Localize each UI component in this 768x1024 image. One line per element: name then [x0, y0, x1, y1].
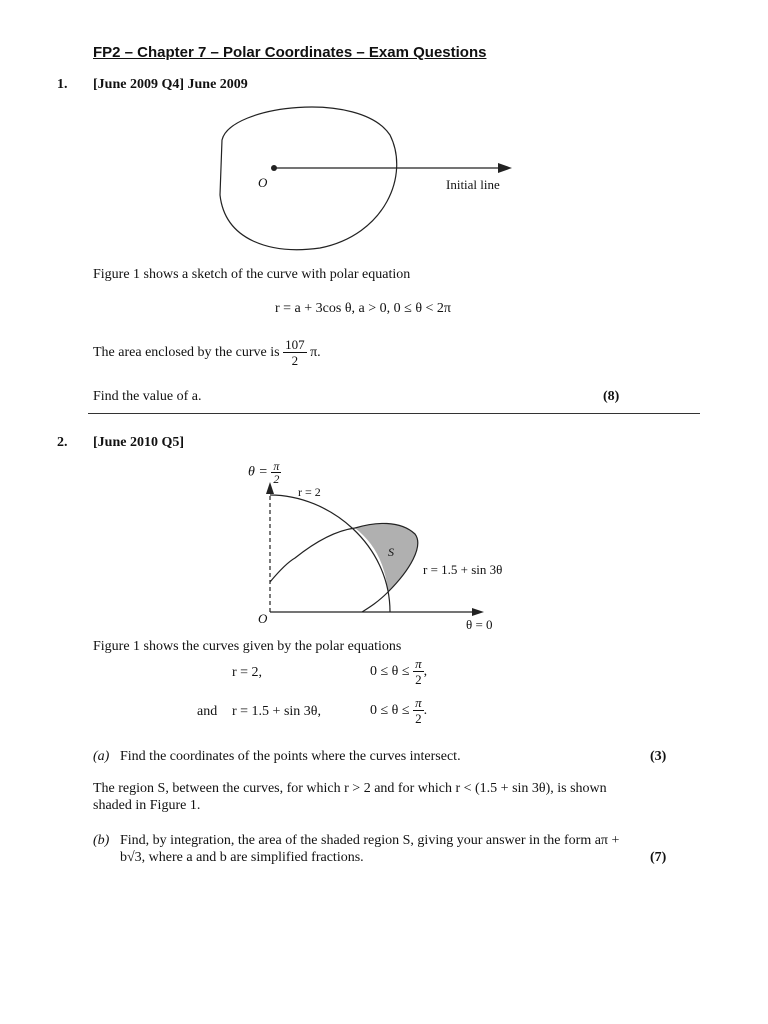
q2-eq1-left: r = 2,	[232, 665, 263, 680]
q1-arrowhead	[498, 163, 512, 173]
q2-eq2-frac-den: 2	[415, 711, 422, 727]
q1-area-line	[93, 335, 321, 371]
q1-area-fraction	[283, 337, 307, 368]
question-2-heading: [June 2010 Q5]	[93, 435, 184, 450]
q2-eq2-range-row	[370, 694, 427, 728]
q1-task-text: Find the value of a.	[93, 389, 202, 404]
q1-area-numerator: 107	[285, 337, 305, 353]
q2-horizontal-arrowhead	[472, 608, 484, 616]
q2-theta-top-prefix: θ =	[248, 464, 268, 480]
q2-and-word: and	[197, 704, 218, 719]
q2-intro-text: Figure 1 shows the curves given by the polar equations	[93, 639, 402, 654]
question-1-number: 1.	[57, 77, 68, 92]
q1-equation: r = a + 3cos θ, a > 0, 0 ≤ θ < 2π	[275, 301, 451, 316]
q2-region-text-1: The region S, between the curves, for which r > 2 and for which r < (1.5 + sin 3θ), is shown	[93, 781, 607, 796]
q2-part-b-text-2: b√3, where a and b are simplified fractions.	[120, 850, 364, 865]
q2-eq2-end: .	[423, 703, 428, 718]
question-1-heading: [June 2009 Q4] June 2009	[93, 77, 248, 92]
q2-part-a-label: (a)	[93, 749, 110, 764]
q2-region-text-2: shaded in Figure 1.	[93, 798, 201, 813]
q2-eq1-end: ,	[423, 664, 428, 679]
q2-eq2-frac-num: π	[415, 695, 422, 711]
question-2-number: 2.	[57, 435, 68, 450]
q1-limacon-curve	[220, 107, 397, 250]
q2-eq1-frac-den: 2	[415, 672, 422, 688]
q2-theta-top-fraction	[271, 460, 281, 485]
q2-theta-top-num: π	[273, 459, 280, 473]
q2-eq2-left: r = 1.5 + sin 3θ,	[232, 704, 321, 719]
q2-part-a-marks: (3)	[650, 749, 667, 764]
q1-pole-point	[271, 165, 277, 171]
q2-part-a-text: Find the coordinates of the points where the curves intersect.	[120, 749, 461, 764]
q1-area-prefix: The area enclosed by the curve is	[93, 345, 280, 360]
q1-origin-label: O	[258, 175, 268, 190]
q2-part-b-text-1: Find, by integration, the area of the shaded region S, giving your answer in the form aπ +	[120, 833, 620, 848]
q2-eq2-fraction	[413, 695, 424, 726]
q1-area-denominator: 2	[291, 353, 299, 369]
q2-eq1-range: 0 ≤ θ ≤	[370, 664, 410, 679]
q1-intro-text: Figure 1 shows a sketch of the curve with polar equation	[93, 267, 411, 282]
q2-circle-curve	[270, 495, 390, 612]
q2-theta-top-den: 2	[273, 472, 280, 486]
page-title: FP2 – Chapter 7 – Polar Coordinates – Exam Questions	[93, 44, 487, 61]
q2-eq1-fraction	[413, 656, 424, 687]
q2-part-b-marks: (7)	[650, 850, 667, 865]
q2-theta-top-label	[248, 460, 281, 485]
q2-origin-label: O	[258, 611, 268, 626]
q2-part-b-label: (b)	[93, 833, 110, 848]
question-divider	[88, 413, 700, 414]
q2-theta-zero-label: θ = 0	[466, 617, 493, 632]
q2-eq2-range: 0 ≤ θ ≤	[370, 703, 410, 718]
q2-region-label: S	[388, 545, 394, 559]
q1-initial-line-label: Initial line	[446, 177, 500, 192]
q1-marks: (8)	[603, 389, 620, 404]
q2-eq1-frac-num: π	[415, 656, 422, 672]
q1-area-suffix: π.	[310, 345, 321, 360]
q2-eq1-range-row	[370, 655, 427, 689]
q2-curve-label: r = 1.5 + sin 3θ	[423, 562, 503, 577]
q2-circle-label: r = 2	[298, 485, 321, 499]
